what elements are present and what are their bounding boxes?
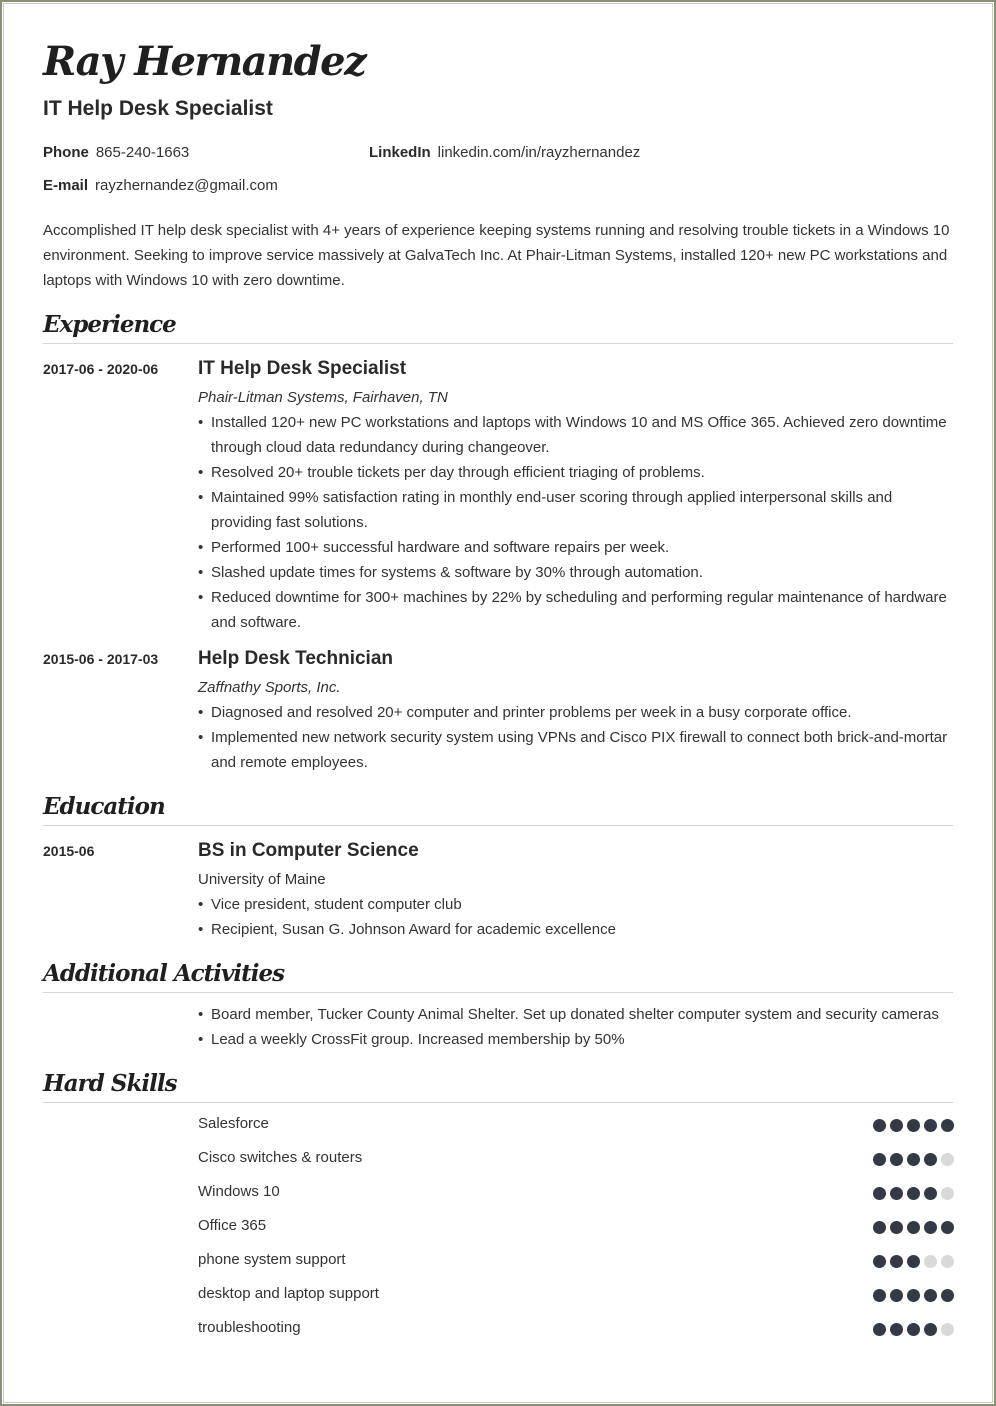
skill-dot-filled: [907, 1289, 920, 1302]
skill-dot-filled: [890, 1221, 903, 1234]
skill-dot-filled: [890, 1187, 903, 1200]
skill-dot-filled: [907, 1255, 920, 1268]
phone-label: Phone: [43, 144, 89, 161]
skill-row: [198, 1283, 954, 1307]
skill-row: [198, 1317, 954, 1341]
skill-rating: [869, 1119, 954, 1132]
skill-dot-filled: [873, 1323, 886, 1336]
activities-bullets: [198, 1002, 955, 1052]
activities-heading-text: Additional Activities: [43, 960, 285, 987]
experience-section-heading: [43, 309, 953, 344]
list-item: • Board member, Tucker County Animal Shelter. Set up donated shelter computer system and security cameras: [198, 1002, 955, 1027]
linkedin-link[interactable]: linkedin.com/in/rayzhernandez: [437, 144, 641, 161]
skill-dot-filled: [907, 1323, 920, 1336]
job-1-dates: 2017-06 - 2020-06: [43, 361, 159, 377]
skill-rating: [869, 1289, 954, 1302]
skill-dot-filled: [890, 1153, 903, 1166]
list-item: • Recipient, Susan G. Johnson Award for academic excellence: [198, 917, 955, 942]
skill-row: [198, 1215, 954, 1239]
contact-phone: [43, 144, 189, 161]
contact-linkedin: [369, 144, 640, 161]
job-1-bullets: [198, 410, 955, 635]
skill-dot-filled: [873, 1255, 886, 1268]
skill-row: [198, 1147, 954, 1171]
skill-dot-empty: [941, 1323, 954, 1336]
skill-row: [198, 1113, 954, 1137]
skill-name: Office 365: [198, 1217, 267, 1234]
skill-dot-filled: [907, 1153, 920, 1166]
education-heading-text: Education: [43, 793, 165, 820]
skill-dot-filled: [924, 1323, 937, 1336]
skill-dot-filled: [907, 1221, 920, 1234]
skill-dot-filled: [890, 1289, 903, 1302]
activities-section-heading: [43, 958, 953, 993]
list-item: • Implemented new network security system using VPNs and Cisco PIX firewall to connect both brick-and-mortar and remote employees.: [198, 725, 955, 775]
education-date: 2015-06: [43, 843, 95, 859]
skill-dot-empty: [941, 1255, 954, 1268]
skill-rating: [869, 1255, 954, 1268]
education-school: University of Maine: [198, 871, 326, 888]
job-2-role: Help Desk Technician: [198, 648, 393, 669]
skill-row: [198, 1181, 954, 1205]
skill-dot-filled: [890, 1323, 903, 1336]
skill-rating: [869, 1221, 954, 1234]
skill-name: phone system support: [198, 1251, 346, 1268]
skill-dot-filled: [873, 1289, 886, 1302]
list-item: • Slashed update times for systems & software by 30% through automation.: [198, 560, 955, 585]
skill-dot-filled: [873, 1221, 886, 1234]
skill-dot-filled: [941, 1119, 954, 1132]
list-item: • Diagnosed and resolved 20+ computer and printer problems per week in a busy corporate office.: [198, 700, 955, 725]
list-item: • Lead a weekly CrossFit group. Increased membership by 50%: [198, 1027, 955, 1052]
skill-dot-filled: [873, 1187, 886, 1200]
list-item: • Maintained 99% satisfaction rating in monthly end-user scoring through applied interpersonal skills and providing fast solutions.: [198, 485, 955, 535]
list-item: • Resolved 20+ trouble tickets per day through efficient triaging of problems.: [198, 460, 955, 485]
skill-dot-filled: [924, 1221, 937, 1234]
email-link[interactable]: rayzhernandez@gmail.com: [95, 177, 278, 194]
skill-name: Windows 10: [198, 1183, 280, 1200]
contact-email: [43, 177, 278, 194]
skill-dot-filled: [907, 1187, 920, 1200]
education-bullets: [198, 892, 955, 942]
skill-dot-filled: [941, 1221, 954, 1234]
skill-dot-filled: [890, 1255, 903, 1268]
job-2-company: Zaffnathy Sports, Inc.: [198, 679, 341, 696]
job-1-role: IT Help Desk Specialist: [198, 358, 407, 379]
skill-rating: [869, 1153, 954, 1166]
email-label: E-mail: [43, 177, 89, 194]
skills-heading-text: Hard Skills: [43, 1070, 177, 1097]
skill-dot-filled: [873, 1153, 886, 1166]
skill-dot-filled: [890, 1119, 903, 1132]
education-degree: BS in Computer Science: [198, 840, 419, 861]
education-section-heading: [43, 791, 953, 826]
list-item: • Installed 120+ new PC workstations and laptops with Windows 10 and MS Office 365. Achieved zero downtime through cloud data redundancy during changeover.: [198, 410, 955, 460]
skill-dot-filled: [924, 1289, 937, 1302]
list-item: • Vice president, student computer club: [198, 892, 955, 917]
skill-row: [198, 1249, 954, 1273]
skill-name: Salesforce: [198, 1115, 269, 1132]
profile-summary: Accomplished IT help desk specialist with 4+ years of experience keeping systems running and resolving trouble tickets in a Windows 10 environment. Seeking to improve service massively at GalvaTech Inc. At Phair-Litman Systems, installed 120+ new PC workstations and laptops with Windows 10 with zero downtime.: [43, 222, 950, 289]
skill-dot-filled: [924, 1153, 937, 1166]
skill-name: Cisco switches & routers: [198, 1149, 363, 1166]
experience-heading-text: Experience: [43, 311, 176, 338]
job-2-dates: 2015-06 - 2017-03: [43, 651, 159, 667]
list-item: • Reduced downtime for 300+ machines by 22% by scheduling and performing regular maintenance of hardware and software.: [198, 585, 955, 635]
linkedin-label: LinkedIn: [369, 144, 431, 161]
skill-name: troubleshooting: [198, 1319, 301, 1336]
skill-dot-empty: [924, 1255, 937, 1268]
skill-name: desktop and laptop support: [198, 1285, 379, 1302]
phone-value: 865-240-1663: [95, 144, 190, 161]
skill-dot-filled: [924, 1119, 937, 1132]
list-item: • Performed 100+ successful hardware and software repairs per week.: [198, 535, 955, 560]
job-1-company: Phair-Litman Systems, Fairhaven, TN: [198, 389, 448, 406]
skills-section-heading: [43, 1068, 953, 1103]
skill-dot-empty: [941, 1187, 954, 1200]
skill-dot-filled: [941, 1289, 954, 1302]
candidate-name: Ray Hernandez: [43, 38, 366, 85]
candidate-title: IT Help Desk Specialist: [43, 97, 273, 120]
job-2-bullets: [198, 700, 955, 775]
skill-rating: [869, 1323, 954, 1336]
skill-dot-filled: [873, 1119, 886, 1132]
skill-rating: [869, 1187, 954, 1200]
skill-dot-filled: [907, 1119, 920, 1132]
skill-dot-filled: [924, 1187, 937, 1200]
skill-dot-empty: [941, 1153, 954, 1166]
